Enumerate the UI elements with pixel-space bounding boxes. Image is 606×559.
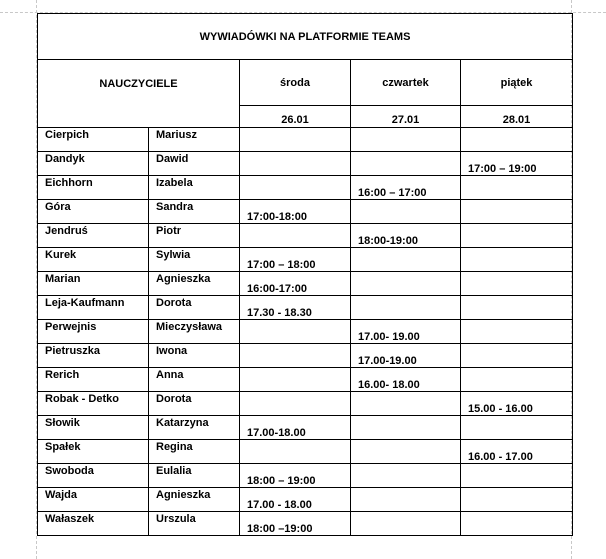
teacher-first-name: Izabela xyxy=(149,176,240,200)
date-friday: 28.01 xyxy=(461,106,573,128)
teacher-row xyxy=(38,152,573,176)
teacher-row xyxy=(38,416,573,440)
slot-thursday: 17.00-19.00 xyxy=(351,344,461,368)
teacher-row xyxy=(38,296,573,320)
teacher-first-name: Katarzyna xyxy=(149,416,240,440)
teacher-row xyxy=(38,368,573,392)
document-title: WYWIADÓWKI NA PLATFORMIE TEAMS xyxy=(38,14,573,60)
teacher-row xyxy=(38,224,573,248)
teacher-surname: Wałaszek xyxy=(38,512,149,536)
teacher-first-name: Mariusz xyxy=(149,128,240,152)
teacher-first-name: Dawid xyxy=(149,152,240,176)
teacher-first-name: Dorota xyxy=(149,392,240,416)
slot-wednesday: 17:00 – 18:00 xyxy=(240,248,351,272)
slot-thursday xyxy=(351,296,461,320)
teacher-row xyxy=(38,464,573,488)
teacher-surname: Spałek xyxy=(38,440,149,464)
teacher-first-name: Eulalia xyxy=(149,464,240,488)
slot-friday xyxy=(461,464,573,488)
slot-wednesday xyxy=(240,128,351,152)
teacher-first-name: Agnieszka xyxy=(149,272,240,296)
teacher-surname: Pietruszka xyxy=(38,344,149,368)
teacher-row xyxy=(38,440,573,464)
date-wednesday: 26.01 xyxy=(240,106,351,128)
slot-thursday: 17.00- 19.00 xyxy=(351,320,461,344)
slot-friday xyxy=(461,176,573,200)
teacher-surname: Swoboda xyxy=(38,464,149,488)
slot-friday: 17:00 – 19:00 xyxy=(461,152,573,176)
teacher-row xyxy=(38,200,573,224)
teacher-row xyxy=(38,248,573,272)
slot-wednesday xyxy=(240,344,351,368)
day-header-thursday: czwartek xyxy=(351,60,461,106)
slot-wednesday: 18:00 –19:00 xyxy=(240,512,351,536)
slot-wednesday xyxy=(240,392,351,416)
slot-friday xyxy=(461,488,573,512)
teacher-first-name: Sandra xyxy=(149,200,240,224)
teacher-row xyxy=(38,512,573,536)
day-header-friday: piątek xyxy=(461,60,573,106)
slot-thursday: 18:00-19:00 xyxy=(351,224,461,248)
teacher-row xyxy=(38,320,573,344)
slot-wednesday: 16:00-17:00 xyxy=(240,272,351,296)
teacher-surname: Słowik xyxy=(38,416,149,440)
slot-friday xyxy=(461,512,573,536)
teacher-row xyxy=(38,392,573,416)
teacher-surname: Eichhorn xyxy=(38,176,149,200)
teacher-first-name: Urszula xyxy=(149,512,240,536)
slot-friday: 16.00 - 17.00 xyxy=(461,440,573,464)
slot-friday xyxy=(461,416,573,440)
slot-friday xyxy=(461,248,573,272)
slot-thursday xyxy=(351,488,461,512)
slot-wednesday xyxy=(240,152,351,176)
teacher-row xyxy=(38,176,573,200)
slot-thursday xyxy=(351,440,461,464)
slot-friday xyxy=(461,272,573,296)
slot-friday xyxy=(461,128,573,152)
teacher-first-name: Anna xyxy=(149,368,240,392)
teacher-surname: Jendruś xyxy=(38,224,149,248)
slot-wednesday xyxy=(240,176,351,200)
teacher-row xyxy=(38,488,573,512)
slot-wednesday: 17.30 - 18.30 xyxy=(240,296,351,320)
slot-wednesday xyxy=(240,440,351,464)
slot-thursday xyxy=(351,200,461,224)
teacher-surname: Marian xyxy=(38,272,149,296)
slot-wednesday: 17.00-18.00 xyxy=(240,416,351,440)
slot-wednesday xyxy=(240,224,351,248)
teacher-surname: Cierpich xyxy=(38,128,149,152)
date-thursday: 27.01 xyxy=(351,106,461,128)
teacher-row xyxy=(38,128,573,152)
teacher-first-name: Mieczysława xyxy=(149,320,240,344)
teacher-surname: Perwejnis xyxy=(38,320,149,344)
slot-wednesday: 18:00 – 19:00 xyxy=(240,464,351,488)
slot-wednesday xyxy=(240,368,351,392)
slot-friday xyxy=(461,296,573,320)
teacher-first-name: Regina xyxy=(149,440,240,464)
teacher-surname: Dandyk xyxy=(38,152,149,176)
slot-wednesday xyxy=(240,320,351,344)
teacher-first-name: Sylwia xyxy=(149,248,240,272)
slot-thursday: 16:00 – 17:00 xyxy=(351,176,461,200)
slot-friday xyxy=(461,344,573,368)
teacher-first-name: Piotr xyxy=(149,224,240,248)
slot-thursday: 16.00- 18.00 xyxy=(351,368,461,392)
teacher-first-name: Agnieszka xyxy=(149,488,240,512)
teacher-row xyxy=(38,344,573,368)
slot-thursday xyxy=(351,416,461,440)
teacher-surname: Leja-Kaufmann xyxy=(38,296,149,320)
teacher-surname: Kurek xyxy=(38,248,149,272)
slot-thursday xyxy=(351,392,461,416)
teacher-surname: Góra xyxy=(38,200,149,224)
slot-thursday xyxy=(351,512,461,536)
day-header-wednesday: środa xyxy=(240,60,351,106)
slot-friday xyxy=(461,224,573,248)
teacher-first-name: Iwona xyxy=(149,344,240,368)
slot-friday xyxy=(461,320,573,344)
slot-thursday xyxy=(351,272,461,296)
slot-friday xyxy=(461,200,573,224)
teacher-surname: Rerich xyxy=(38,368,149,392)
slot-thursday xyxy=(351,248,461,272)
slot-friday xyxy=(461,368,573,392)
teacher-first-name: Dorota xyxy=(149,296,240,320)
slot-thursday xyxy=(351,128,461,152)
slot-friday: 15.00 - 16.00 xyxy=(461,392,573,416)
teachers-header: NAUCZYCIELE xyxy=(38,60,240,128)
teacher-row xyxy=(38,272,573,296)
slot-thursday xyxy=(351,152,461,176)
teacher-surname: Wajda xyxy=(38,488,149,512)
schedule-table xyxy=(37,13,573,536)
slot-thursday xyxy=(351,464,461,488)
slot-wednesday: 17.00 - 18.00 xyxy=(240,488,351,512)
slot-wednesday: 17:00-18:00 xyxy=(240,200,351,224)
teacher-surname: Robak - Detko xyxy=(38,392,149,416)
